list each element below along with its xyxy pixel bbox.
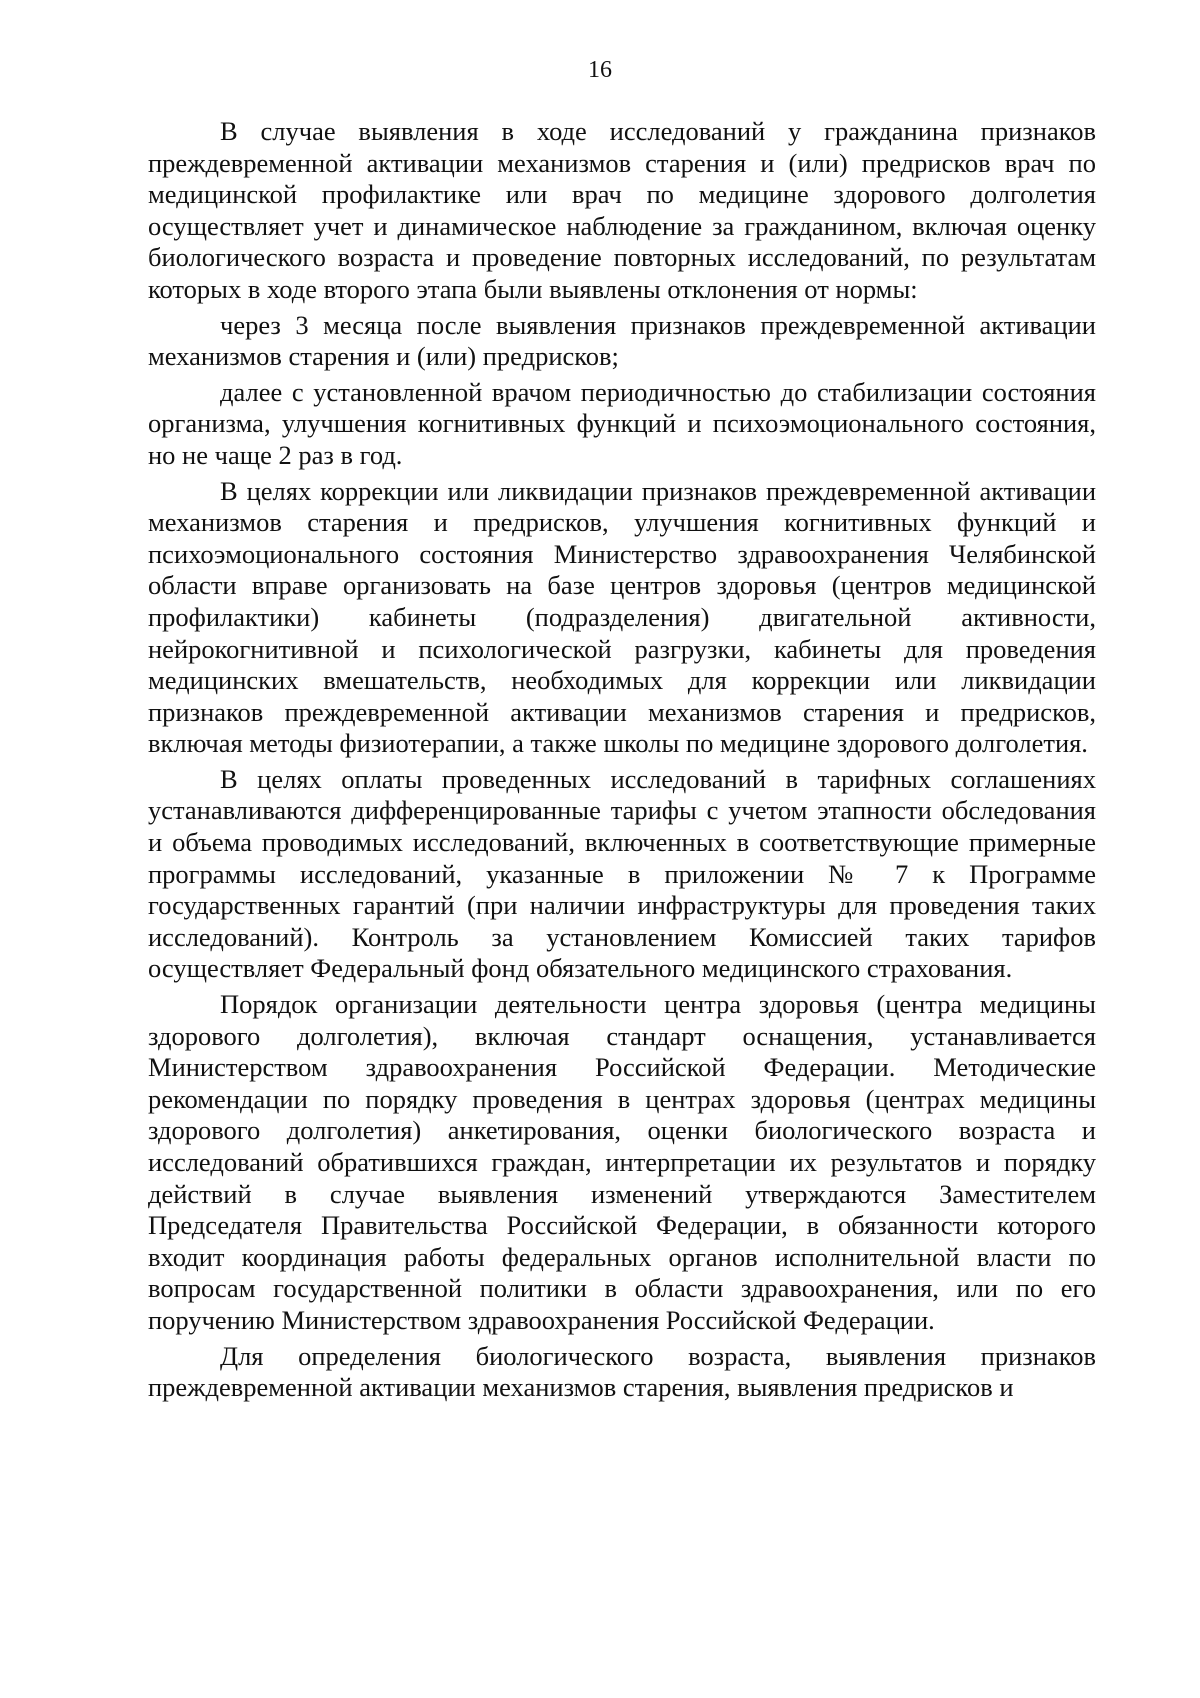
paragraph-5: В целях оплаты проведенных исследований в тарифных соглашениях устанавливаются дифференцированные тарифы с учетом этапности обследования и объема проводимых исследований, включенных в соответствующие примерные программы исследований, указанные в приложении № 7 к Программе государственных гарантий (при наличии инфраструктуры для проведения таких исследований). Контроль за установлением Комиссией таких тарифов осуществляет Федеральный фонд обязательного медицинского страхования. <box>148 763 1096 984</box>
document-body <box>148 116 1096 1404</box>
paragraph-7: Для определения биологического возраста, выявления признаков преждевременной активации механизмов старения, выявления предрисков и <box>148 1340 1096 1403</box>
paragraph-3: далее с установленной врачом периодичностью до стабилизации состояния организма, улучшения когнитивных функций и психоэмоционального состояния, но не чаще 2 раз в год. <box>148 376 1096 470</box>
page-number: 16 <box>588 57 612 83</box>
paragraph-1: В случае выявления в ходе исследований у гражданина признаков преждевременной активации механизмов старения и (или) предрисков врач по медицинской профилактике или врач по медицине здорового долголетия осуществляет учет и динамическое наблюдение за гражданином, включая оценку биологического возраста и проведение повторных исследований, по результатам которых в ходе второго этапа были выявлены отклонения от нормы: <box>148 116 1096 304</box>
paragraph-6: Порядок организации деятельности центра здоровья (центра медицины здорового долголетия), включая стандарт оснащения, устанавливается Министерством здравоохранения Российской Федерации. Методические рекомендации по порядку проведения в центрах здоровья (центрах медицины здорового долголетия) анкетирования, оценки биологического возраста и исследований обратившихся граждан, интерпретации их результатов и порядку действий в случае выявления изменений утверждаются Заместителем Председателя Правительства Российской Федерации, в обязанности которого входит координация работы федеральных органов исполнительной власти по вопросам государственной политики в области здравоохранения, или по его поручению Министерством здравоохранения Российской Федерации. <box>148 989 1096 1335</box>
paragraph-4: В целях коррекции или ликвидации признаков преждевременной активации механизмов старения и предрисков, улучшения когнитивных функций и психоэмоционального состояния Министерство здравоохранения Челябинской области вправе организовать на базе центров здоровья (центров медицинской профилактики) кабинеты (подразделения) двигательной активности, нейрокогнитивной и психологической разгрузки, кабинеты для проведения медицинских вмешательств, необходимых для коррекции или ликвидации признаков преждевременной активации механизмов старения и предрисков, включая методы физиотерапии, а также школы по медицине здорового долголетия. <box>148 475 1096 759</box>
paragraph-2: через 3 месяца после выявления признаков преждевременной активации механизмов старения и (или) предрисков; <box>148 309 1096 372</box>
